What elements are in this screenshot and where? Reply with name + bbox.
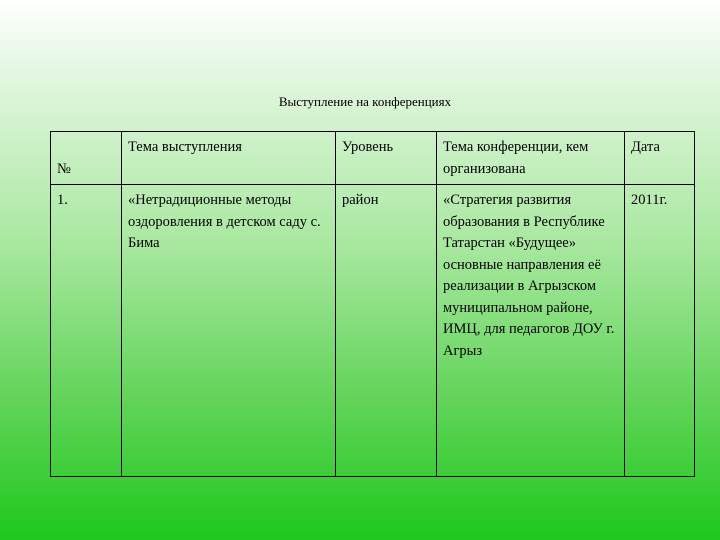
cell-date: 2011г. [625,185,695,477]
cell-conference: «Стратегия развития образования в Республике Татарстан «Будущее» основные направления её реализации в Агрызском муниципальном районе, ИМЦ, для педагогов ДОУ г. Агрыз [437,185,625,477]
header-topic: Тема выступления [122,132,336,185]
header-conference: Тема конференции, кем организована [437,132,625,185]
cell-topic: «Нетрадиционные методы оздоровления в детском саду с. Бима [122,185,336,477]
slide-title: Выступление на конференциях [278,94,452,109]
header-date: Дата [625,132,695,185]
table-row [51,185,695,477]
header-number: № [51,132,122,185]
cell-number: 1. [51,185,122,477]
conference-table [50,131,695,477]
table-header-row [51,132,695,185]
header-level: Уровень [336,132,437,185]
cell-level: район [336,185,437,477]
